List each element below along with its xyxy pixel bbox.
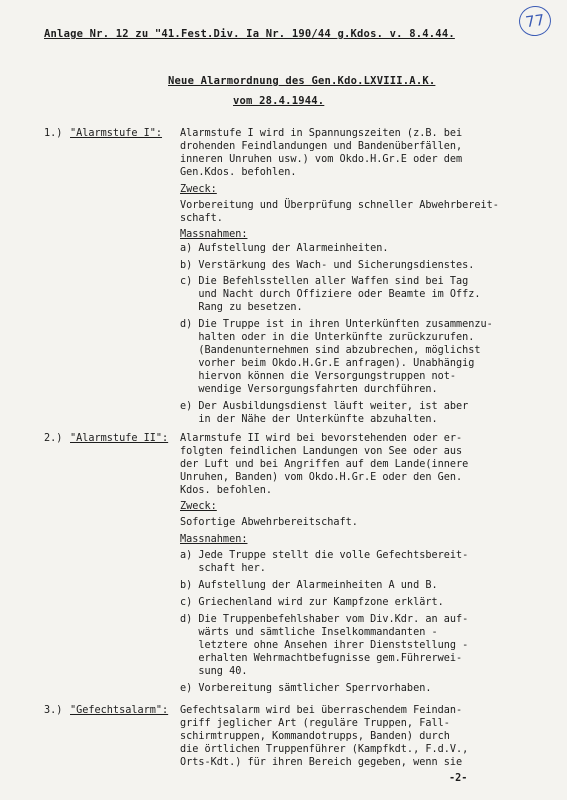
section1-item-c: c) Die Befehlsstellen aller Waffen sind bei Tag <box>180 276 469 287</box>
section1-line: Gen.Kdos. befohlen. <box>180 167 297 178</box>
section2-number: 2.) <box>44 433 63 444</box>
section2-item-a-line: schaft her. <box>180 563 266 574</box>
section3-number: 3.) <box>44 705 63 716</box>
section1-line: Alarmstufe I wird in Spannungszeiten (z.B. bei <box>180 128 463 139</box>
section1-line: inneren Unruhen usw.) vom Okdo.H.Gr.E oder dem <box>180 154 463 165</box>
section2-item-c: c) Griechenland wird zur Kampfzone erklärt. <box>180 597 444 608</box>
section1-item-d: d) Die Truppe ist in ihren Unterkünften zusammenzu- <box>180 319 493 330</box>
section1-item-c-line: Rang zu besetzen. <box>180 302 303 313</box>
section2-line: Alarmstufe II wird bei bevorstehenden oder er- <box>180 433 463 444</box>
section2-zweck-label: Zweck: <box>180 501 217 512</box>
section3-line: schirmtruppen, Kommandotrupps, Banden) durch <box>180 731 450 742</box>
section3-line: Orts-Kdt.) für ihren Bereich gegeben, wenn sie <box>180 757 463 768</box>
section3-label: "Gefechtsalarm": <box>70 705 169 716</box>
section2-item-d-line: wärts und sämtliche Inselkommandanten - <box>180 627 438 638</box>
page-footer-number: -2- <box>449 773 468 784</box>
section1-zweck-line: Vorbereitung und Überprüfung schneller Abwehrbereit- <box>180 200 499 211</box>
section1-massnahmen-label: Massnahmen: <box>180 229 248 240</box>
section1-item-d-line: halten oder in die Unterkünfte zurückzurufen. <box>180 332 475 343</box>
section3-line: die örtlichen Truppenführer (Kampfkdt., F.d.V., <box>180 744 469 755</box>
section2-line: Unruhen, Banden) vom Okdo.H.Gr.E oder den Gen. <box>180 472 463 483</box>
document-title: Neue Alarmordnung des Gen.Kdo.LXVIII.A.K. <box>168 75 436 87</box>
section3-line: Gefechtsalarm wird bei überraschendem Feindan- <box>180 705 463 716</box>
section3-line: griff jeglicher Art (reguläre Truppen, Fall- <box>180 718 450 729</box>
section1-item-d-line: hiervon können die Versorgungstruppen not- <box>180 371 457 382</box>
section1-label: "Alarmstufe I": <box>70 128 163 139</box>
section1-zweck-line: schaft. <box>180 213 223 224</box>
handwritten-page-number: 77 <box>517 4 553 38</box>
section1-zweck-label: Zweck: <box>180 184 217 195</box>
section2-item-d-line: sung 40. <box>180 666 248 677</box>
section2-item-b: b) Aufstellung der Alarmeinheiten A und B. <box>180 580 438 591</box>
document-date: vom 28.4.1944. <box>233 95 325 107</box>
section1-line: drohenden Feindlandungen und Bandenüberfällen, <box>180 141 463 152</box>
section1-item-d-line: wendige Versorgungsfahrten durchführen. <box>180 384 438 395</box>
section2-item-d: d) Die Truppenbefehlshaber vom Div.Kdr. an auf- <box>180 614 469 625</box>
section1-item-e-line: in der Nähe der Unterkünfte abzuhalten. <box>180 414 438 425</box>
section2-line: der Luft und bei Angriffen auf dem Lande(innere <box>180 459 469 470</box>
section1-item-d-line: vorher beim Okdo.H.Gr.E anfragen). Unabhängig <box>180 358 475 369</box>
section1-item-b: b) Verstärkung des Wach- und Sicherungsdienstes. <box>180 260 475 271</box>
section2-item-d-line: letztere ohne Ansehen ihrer Dienststellung - <box>180 640 469 651</box>
document-header: Anlage Nr. 12 zu "41.Fest.Div. Ia Nr. 190/44 g.Kdos. v. 8.4.44. <box>44 28 455 40</box>
section2-item-d-line: erhalten Wehrmachtbefugnisse gem.Führerwei- <box>180 653 463 664</box>
section1-item-a: a) Aufstellung der Alarmeinheiten. <box>180 243 389 254</box>
section2-item-a: a) Jede Truppe stellt die volle Gefechtsbereit- <box>180 550 469 561</box>
section2-line: Kdos. befohlen. <box>180 485 273 496</box>
section2-item-e: e) Vorbereitung sämtlicher Sperrvorhaben. <box>180 683 432 694</box>
section1-item-d-line: (Bandenunternehmen sind abzubrechen, möglichst <box>180 345 481 356</box>
section1-item-c-line: und Nacht durch Offiziere oder Beamte im Offz. <box>180 289 481 300</box>
section1-item-e: e) Der Ausbildungsdienst läuft weiter, ist aber <box>180 401 469 412</box>
section2-zweck-line: Sofortige Abwehrbereitschaft. <box>180 517 358 528</box>
section2-label: "Alarmstufe II": <box>70 433 169 444</box>
section2-line: folgten feindlichen Landungen von See oder aus <box>180 446 463 457</box>
section2-massnahmen-label: Massnahmen: <box>180 534 248 545</box>
section1-number: 1.) <box>44 128 63 139</box>
